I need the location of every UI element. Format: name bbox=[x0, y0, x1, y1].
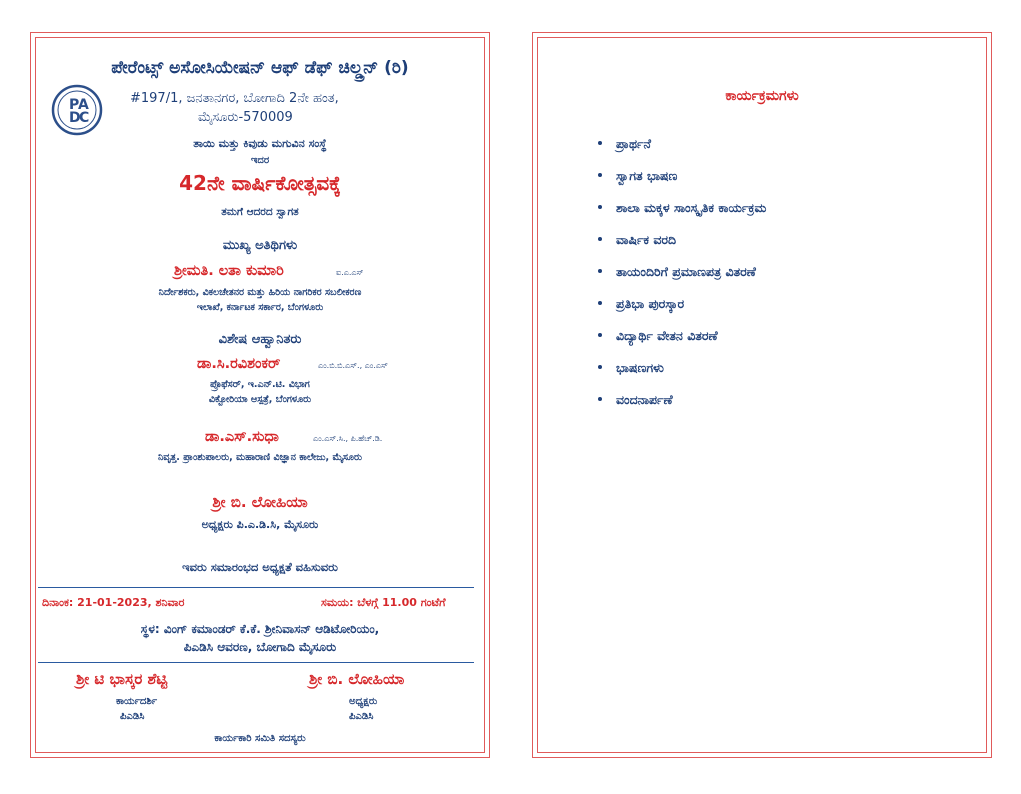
programme-list bbox=[598, 136, 766, 424]
programme-item: ಭಾಷಣಗಳು bbox=[598, 360, 766, 392]
event-time: ಸಮಯ: ಬೆಳಗ್ಗೆ 11.00 ಗಂಟೆಗೆ bbox=[321, 596, 446, 609]
sig1-role: ಕಾರ್ಯದರ್ಶಿ bbox=[116, 696, 158, 707]
presides-text: ಇವರು ಸಮಾರಂಭದ ಅಧ್ಯಕ್ಷತೆ ವಹಿಸುವರು bbox=[182, 560, 338, 574]
programme-item: ವಾರ್ಷಿಕ ವರದಿ bbox=[598, 232, 766, 264]
address-line-1: #197/1, ಜನತಾನಗರ, ಬೋಗಾದಿ 2ನೇ ಹಂತ, bbox=[130, 91, 339, 106]
divider-top bbox=[38, 587, 474, 588]
programme-item: ಸ್ವಾಗತ ಭಾಷಣ bbox=[598, 168, 766, 200]
bullet-icon bbox=[598, 205, 602, 209]
sig1-name: ಶ್ರೀ ಟಿ ಭಾಸ್ಕರ ಶೆಟ್ಟಿ bbox=[76, 670, 168, 688]
president-role: ಅಧ್ಯಕ್ಷರು ಪಿ.ಎ.ಡಿ.ಸಿ, ಮೈಸೂರು bbox=[201, 518, 319, 531]
guest3-name: ಡಾ.ಎಸ್.ಸುಧಾ bbox=[205, 429, 279, 445]
programme-item: ವಂದನಾರ್ಪಣೆ bbox=[598, 392, 766, 424]
svg-text:D: D bbox=[69, 110, 81, 126]
programme-item: ಶಾಲಾ ಮಕ್ಕಳ ಸಾಂಸ್ಕೃತಿಕ ಕಾರ್ಯಕ್ರಮ bbox=[598, 200, 766, 232]
idara: ಇದರ bbox=[250, 155, 270, 166]
divider-bottom bbox=[38, 662, 474, 663]
guest2-desc-2: ವಿಕ್ಟೋರಿಯಾ ಆಸ್ಪತ್ರೆ, ಬೆಂಗಳೂರು bbox=[208, 394, 312, 405]
venue-line-1: ಸ್ಥಳ: ವಿಂಗ್ ಕಮಾಂಡರ್ ಕೆ.ಕೆ. ಶ್ರೀನಿವಾಸನ್ ಆಡಿಟೋರಿಯಂ, bbox=[140, 622, 380, 636]
committee-text: ಕಾರ್ಯಕಾರಿ ಸಮಿತಿ ಸದಸ್ಯರು bbox=[214, 733, 306, 744]
bullet-icon bbox=[598, 141, 602, 145]
bullet-icon bbox=[598, 269, 602, 273]
guest2-title: ಎಂ.ಬಿ.ಬಿ.ಎಸ್., ಎಂ.ಎಸ್ bbox=[318, 361, 388, 370]
programme-item: ಪ್ರಾರ್ಥನೆ bbox=[598, 136, 766, 168]
programme-heading: ಕಾರ್ಯಕ್ರಮಗಳು bbox=[725, 88, 799, 104]
address-line-2: ಮೈಸೂರು-570009 bbox=[198, 110, 293, 125]
welcome-text: ತಮಗೆ ಆದರದ ಸ್ವಾಗತ bbox=[221, 206, 299, 218]
bullet-icon bbox=[598, 365, 602, 369]
event-title: 42ನೇ ವಾರ್ಷಿಕೋತ್ಸವಕ್ಕೆ bbox=[179, 171, 341, 195]
programme-item: ವಿದ್ಯಾರ್ಥಿ ವೇತನ ವಿತರಣೆ bbox=[598, 328, 766, 360]
special-invitees-heading: ವಿಶೇಷ ಆಹ್ವಾನಿತರು bbox=[218, 332, 302, 347]
chief-guests-heading: ಮುಖ್ಯ ಅತಿಥಿಗಳು bbox=[222, 238, 298, 253]
bullet-icon bbox=[598, 173, 602, 177]
event-date: ದಿನಾಂಕ: 21-01-2023, ಶನಿವಾರ bbox=[42, 596, 185, 609]
bullet-icon bbox=[598, 237, 602, 241]
bullet-icon bbox=[598, 301, 602, 305]
guest3-title: ಎಂ.ಎಸ್.ಸಿ., ಪಿ.ಹೆಚ್.ಡಿ. bbox=[313, 434, 383, 443]
guest1-desc-1: ನಿರ್ದೇಶಕರು, ವಿಕಲಚೇತನರ ಮತ್ತು ಹಿರಿಯ ನಾಗರಿಕರ ಸಬಲೀಕರಣ bbox=[158, 287, 362, 298]
sig2-name: ಶ್ರೀ ಬಿ. ಲೋಹಿಯಾ bbox=[309, 670, 405, 688]
programme-item: ತಾಯಂದಿರಿಗೆ ಪ್ರಮಾಣಪತ್ರ ವಿತರಣೆ bbox=[598, 264, 766, 296]
padc-logo bbox=[51, 84, 103, 136]
venue-line-2: ಪಿಎಡಿಸಿ ಆವರಣ, ಬೋಗಾದಿ ಮೈಸೂರು bbox=[183, 640, 337, 654]
bullet-icon bbox=[598, 333, 602, 337]
guest2-desc-1: ಪ್ರೊಫೆಸರ್, ಇ.ಎನ್.ಟಿ. ವಿಭಾಗ bbox=[210, 379, 310, 390]
sig1-org: ಪಿಎಡಿಸಿ bbox=[120, 711, 145, 722]
sig2-role: ಅಧ್ಯಕ್ಷರು bbox=[349, 696, 378, 707]
org-name: ಪೇರೆಂಟ್ಸ್ ಅಸೋಸಿಯೇಷನ್ ಆಫ್ ಡೆಫ್ ಚಿಲ್ಡ್ರನ್ (ರಿ) bbox=[111, 58, 409, 78]
tagline: ತಾಯಿ ಮತ್ತು ಕಿವುಡು ಮಗುವಿನ ಸಂಸ್ಥೆ bbox=[193, 137, 327, 150]
guest1-name: ಶ್ರೀಮತಿ. ಲತಾ ಕುಮಾರಿ bbox=[174, 263, 284, 279]
sig2-org: ಪಿಎಡಿಸಿ bbox=[349, 711, 374, 722]
programme-item: ಪ್ರತಿಭಾ ಪುರಸ್ಕಾರ bbox=[598, 296, 766, 328]
president-name: ಶ್ರೀ ಬಿ. ಲೋಹಿಯಾ bbox=[212, 493, 308, 511]
guest1-desc-2: ಇಲಾಖೆ, ಕರ್ನಾಟಕ ಸರ್ಕಾರ, ಬೆಂಗಳೂರು bbox=[196, 302, 324, 313]
svg-text:C: C bbox=[79, 110, 90, 126]
guest2-name: ಡಾ.ಸಿ.ರವಿಶಂಕರ್ bbox=[197, 356, 281, 372]
bullet-icon bbox=[598, 397, 602, 401]
guest1-title: ಐ.ಎ.ಎಸ್ bbox=[336, 268, 364, 277]
svg-text:A: A bbox=[78, 97, 89, 113]
svg-text:P: P bbox=[69, 97, 80, 113]
guest3-desc: ನಿವೃತ್ತ. ಪ್ರಾಂಶುಪಾಲರು, ಮಹಾರಾಣಿ ವಿಜ್ಞಾನ ಕಾಲೇಜು, ಮೈಸೂರು bbox=[157, 452, 363, 463]
